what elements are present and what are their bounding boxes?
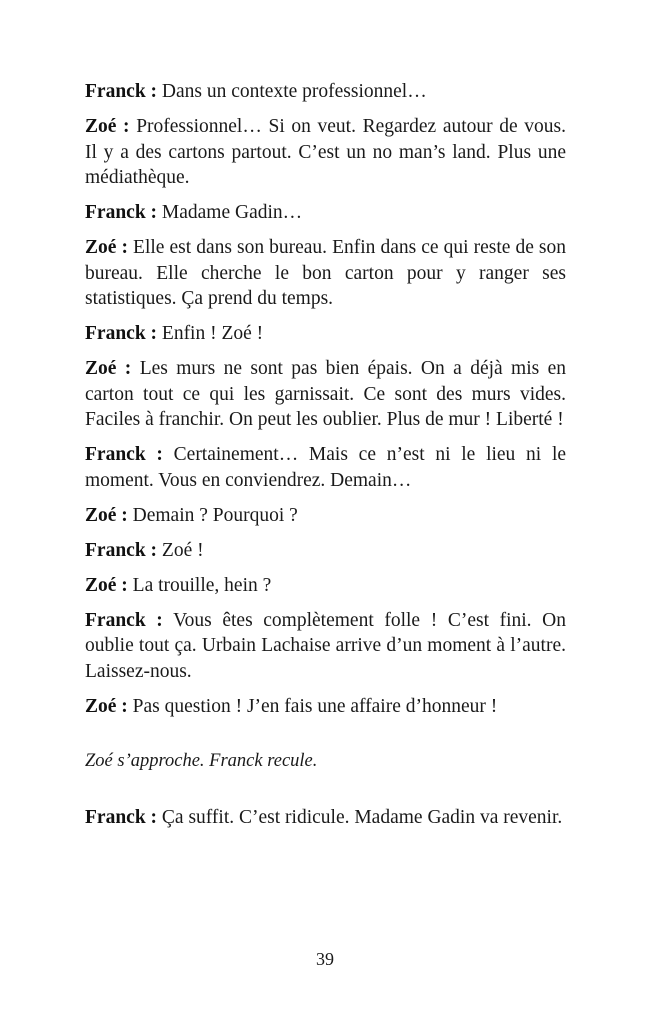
dialogue-line bbox=[85, 235, 566, 312]
line-text: Pas question ! J’en fais une affaire d’honneur ! bbox=[132, 695, 498, 717]
speaker-name: Zoé : bbox=[85, 358, 132, 379]
line-text: Les murs ne sont pas bien épais. On a déjà mis en carton tout ce qui les garnissait. Ce sont des murs vides. Faciles à franchir. On peut les oublier. Plus de mur ! Liberté ! bbox=[85, 358, 567, 430]
dialogue-line bbox=[85, 573, 566, 599]
dialogue-line bbox=[85, 805, 566, 831]
speaker-name: Franck : bbox=[85, 202, 158, 223]
page-body bbox=[85, 79, 566, 840]
speaker-name: Zoé : bbox=[85, 695, 128, 717]
speaker-name: Franck : bbox=[85, 609, 163, 631]
dialogue-line bbox=[85, 79, 566, 105]
dialogue-line bbox=[85, 356, 566, 433]
line-text: Certainement… Mais ce n’est ni le lieu ni le moment. Vous en conviendrez. Demain… bbox=[85, 444, 567, 491]
speaker-name: Zoé : bbox=[85, 237, 128, 258]
dialogue-line bbox=[85, 442, 566, 493]
dialogue-line bbox=[85, 200, 566, 226]
line-text: Elle est dans son bureau. Enfin dans ce qui reste de son bureau. Elle cherche le bon carton pour y ranger ses statistiques. Ça prend du temps. bbox=[85, 237, 567, 309]
page-number: 39 bbox=[316, 949, 334, 969]
dialogue-line bbox=[85, 321, 566, 347]
line-text: Ça suffit. C’est ridicule. Madame Gadin va revenir. bbox=[161, 806, 563, 828]
line-text: Demain ? Pourquoi ? bbox=[132, 504, 298, 526]
dialogue-line bbox=[85, 503, 566, 529]
stage-direction: Zoé s’approche. Franck recule. bbox=[85, 751, 318, 771]
line-text: Enfin ! Zoé ! bbox=[161, 323, 264, 344]
speaker-name: Zoé : bbox=[85, 116, 130, 137]
speaker-name: Franck : bbox=[85, 323, 158, 344]
dialogue-line bbox=[85, 694, 566, 720]
line-text: Professionnel… Si on veut. Regardez autour de vous. Il y a des cartons partout. C’est un no man’s land. Plus une médiathèque. bbox=[85, 116, 567, 188]
speaker-name: Franck : bbox=[85, 81, 158, 102]
speaker-name: Franck : bbox=[85, 444, 163, 465]
line-text: La trouille, hein ? bbox=[132, 574, 272, 596]
dialogue-line bbox=[85, 538, 566, 564]
speaker-name: Franck : bbox=[85, 539, 158, 561]
speaker-name: Zoé : bbox=[85, 504, 128, 526]
dialogue-line bbox=[85, 114, 566, 191]
line-text: Vous êtes complètement folle ! C’est fini. On oublie tout ça. Urbain Lachaise arrive d’un moment à l’autre. Laissez-nous. bbox=[85, 609, 567, 682]
speaker-name: Zoé : bbox=[85, 574, 128, 596]
line-text: Zoé ! bbox=[161, 539, 204, 561]
line-text: Dans un contexte professionnel… bbox=[161, 81, 427, 102]
speaker-name: Franck : bbox=[85, 806, 158, 828]
dialogue-line bbox=[85, 608, 566, 685]
line-text: Madame Gadin… bbox=[161, 202, 303, 223]
